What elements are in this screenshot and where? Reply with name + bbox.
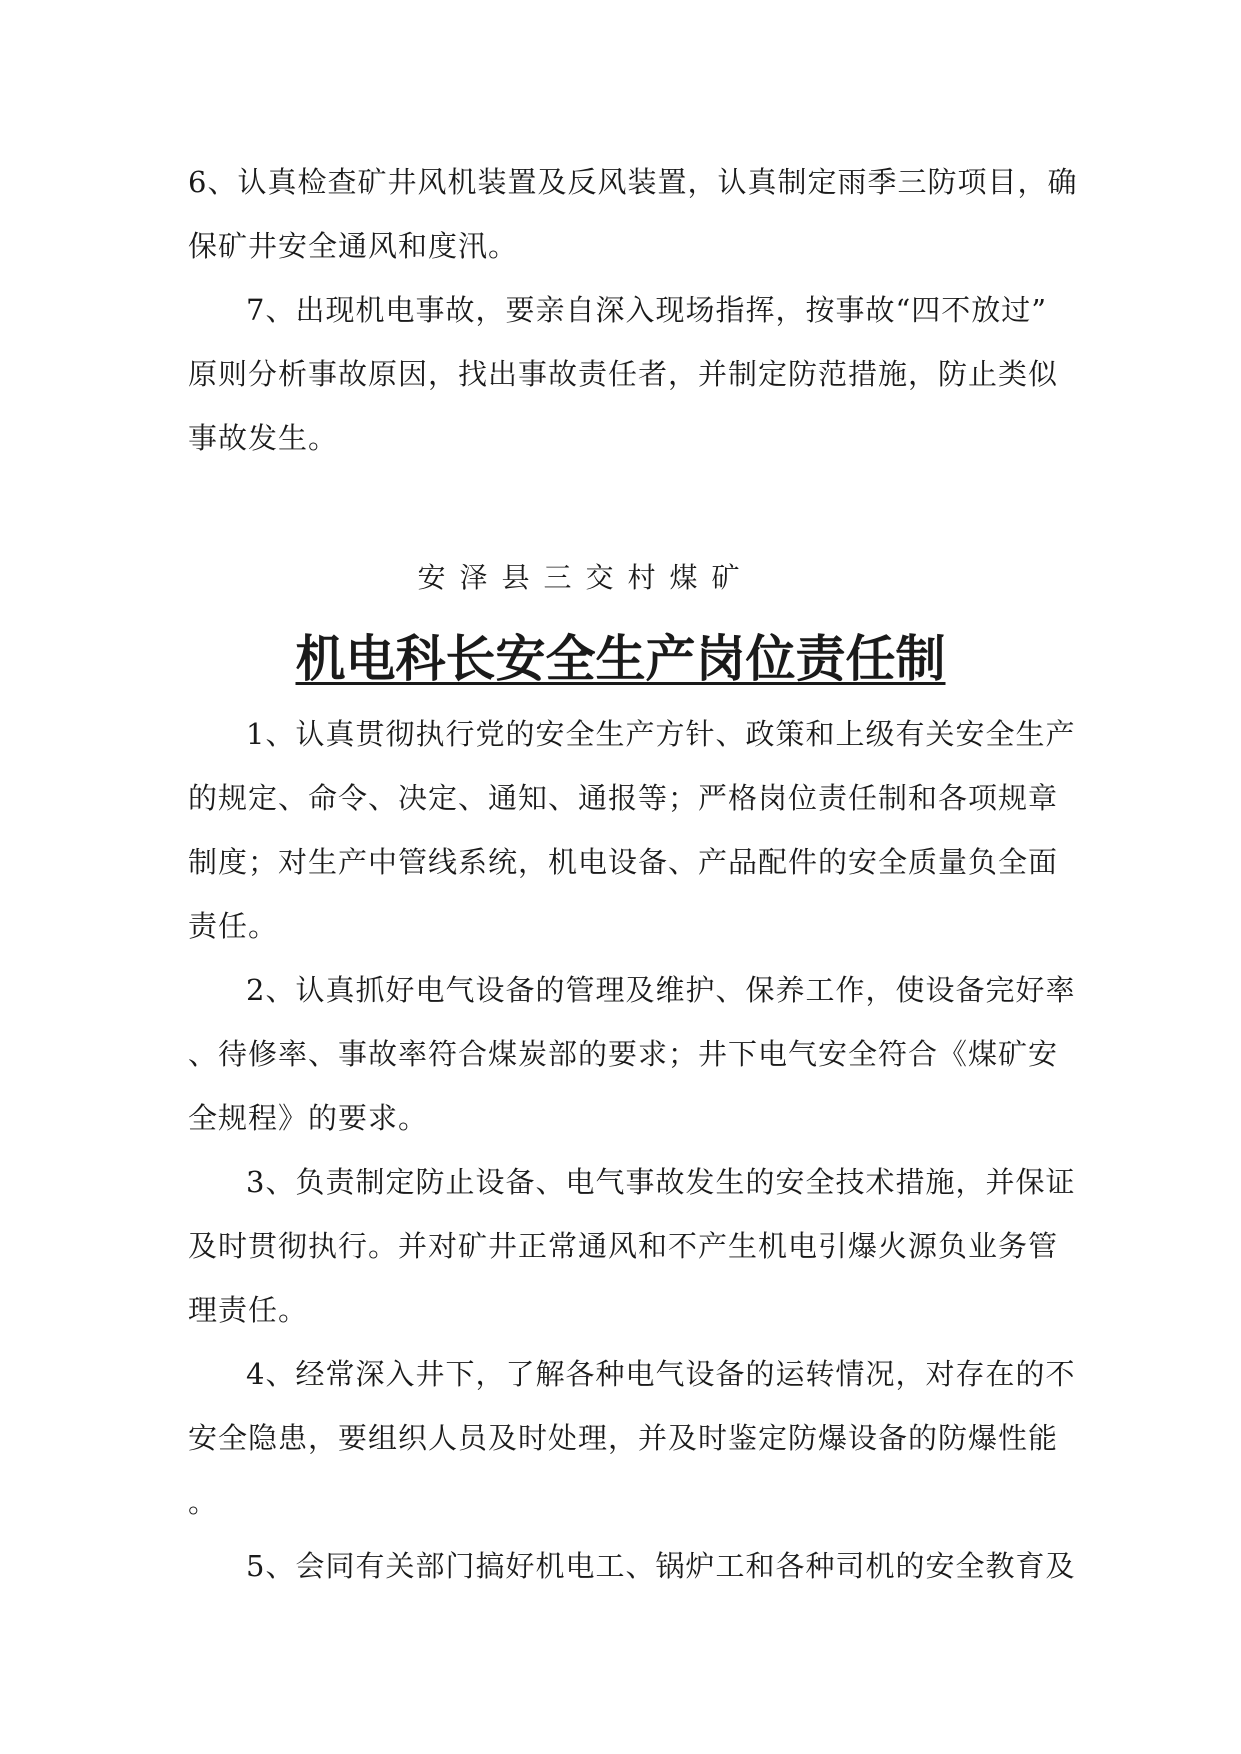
text-line: 、待修率、事故率符合煤炭部的要求；井下电气安全符合《煤矿安 — [188, 1037, 1059, 1071]
text-line: 责任。 — [188, 909, 279, 943]
text-line: 制度；对生产中管线系统，机电设备、产品配件的安全质量负全面 — [188, 845, 1059, 879]
text-line: 保矿井安全通风和度汛。 — [188, 229, 519, 263]
text-line: 理责任。 — [188, 1293, 309, 1327]
text-line: 及时贯彻执行。并对矿井正常通风和不产生机电引爆火源负业务管 — [188, 1229, 1059, 1263]
text-line: 原则分析事故原因，找出事故责任者，并制定防范措施，防止类似 — [188, 357, 1059, 391]
text-line: 5、会同有关部门搞好机电工、锅炉工和各种司机的安全教育及 — [246, 1549, 1076, 1583]
title-text: 机电科长安全生产岗位责任制 — [295, 630, 946, 688]
text-line: 1、认真贯彻执行党的安全生产方针、政策和上级有关安全生产 — [246, 717, 1076, 751]
text-line: 6、认真检查矿井风机装置及反风装置，认真制定雨季三防项目，确 — [188, 165, 1078, 199]
text-line: 的规定、命令、决定、通知、通报等；严格岗位责任制和各项规章 — [188, 781, 1059, 815]
text-line: 2、认真抓好电气设备的管理及维护、保养工作，使设备完好率 — [246, 973, 1076, 1007]
text-line: 4、经常深入井下，了解各种电气设备的运转情况，对存在的不 — [246, 1357, 1076, 1391]
text-line: 安全隐患，要组织人员及时处理，并及时鉴定防爆设备的防爆性能 — [188, 1421, 1059, 1455]
text-line: 全规程》的要求。 — [188, 1101, 429, 1135]
text-line: 7、出现机电事故，要亲自深入现场指挥，按事故“四不放过” — [246, 293, 1048, 327]
text-line: 3、负责制定防止设备、电气事故发生的安全技术措施，并保证 — [246, 1165, 1076, 1199]
organization-name: 安泽县三交村煤矿 — [417, 561, 754, 594]
text-line: 。 — [188, 1485, 219, 1519]
text-line: 事故发生。 — [188, 421, 339, 455]
page-title — [0, 628, 1241, 690]
